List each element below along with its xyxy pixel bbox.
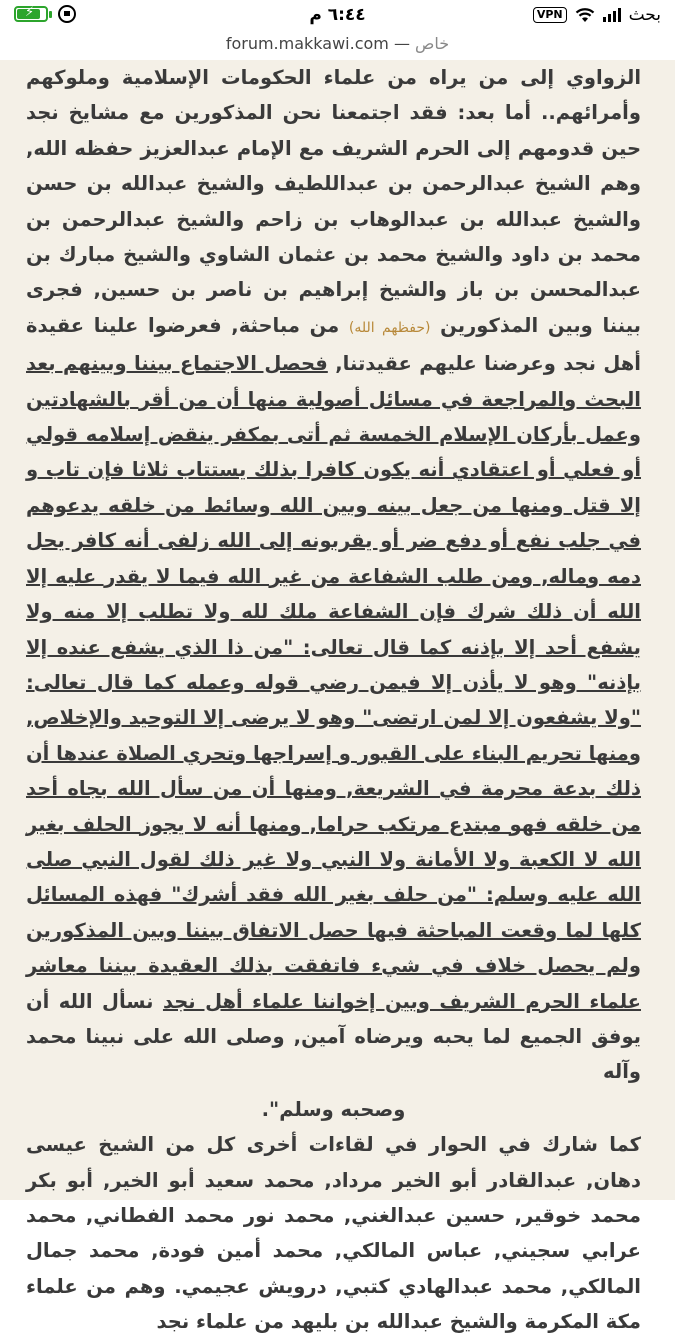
private-label: خاص <box>415 34 450 53</box>
signal-bar <box>618 8 621 22</box>
url-separator: — <box>388 34 416 53</box>
status-time: ٦:٤٤ م <box>309 5 366 25</box>
forum-post-page[interactable] <box>0 60 675 1334</box>
statement-closing: نسأل الله أن يوفق الجميع لما يحبه ويرضاه آمين, وصلى الله على نبينا محمد وآله <box>26 989 641 1084</box>
url-domain[interactable]: forum.makkawi.com <box>225 34 389 53</box>
honorific-glyph: (حفظهم الله) <box>348 319 431 336</box>
signal-bar <box>608 14 611 22</box>
carrier-label: بحث <box>628 5 661 25</box>
wifi-icon <box>575 7 595 23</box>
signal-icon <box>603 8 621 22</box>
url-bar[interactable] <box>0 30 675 60</box>
post-body <box>26 60 641 1340</box>
signal-bar <box>613 11 616 22</box>
charging-bolt-icon: ⚡ <box>25 5 35 20</box>
underlined-creed-text: فحصل الاجتماع بيننا وبينهم بعد البحث والمراجعة في مسائل أصولية منها أن من أقر بالشهادتين وعمل بأركان الإسلام الخمسة ثم أتى بمكفر ينقض إسلامه قولي أو فعلي أو اعتقادي أنه يكون كافرا بذلك يستتاب ثلاثا فإن تاب و إلا قتل ومنها من جعل بينه وبين الله وسائط من خلقه يدعوهم في جلب نفع أو دفع ضر أو يقربونه إلى الله زلفى أنه كافر يحل دمه وماله, ومن طلب الشفاعة من غير الله فيما لا يقدر عليه إلا الله أن ذلك شرك فإن الشفاعة ملك لله ولا تطلب إلا منه ولا يشفع أحد إلا بإذنه كما قال تعالى: "من ذا الذي يشفع عنده إلا بإذنه" وهو لا يأذن إلا فيمن رضي قوله وعمله كما قال تعالى: "ولا يشفعون إلا لمن ارتضى" وهو لا يرضى إلا التوحيد والإخلاص, ومنها تحريم البناء على القبور و إسراجها وتحري الصلاة عندها أن ذلك بدعة محرمة في الشريعة, ومنها أن من سأل الله بجاه أحد من خلقه فهو مبتدع مرتكب حراما, ومنها أنه لا يجوز الحلف بغير الله لا الكعبة ولا الأمانة ولا النبي ولا غير ذلك لقول النبي صلى الله عليه وسلم: "من حلف بغير الله فقد أشرك" فهذه المسائل كلها لما وقعت المباحثة فيها حصل الاتفاق بيننا وبين المذكورين ولم يحصل خلاف في شيء فاتفقت بذلك العقيدة بيننا معاشر علماء الحرم الشريف وبين إخواننا علماء أهل نجد <box>26 352 641 1013</box>
vpn-icon: VPN <box>533 7 567 23</box>
status-bar <box>0 0 675 30</box>
paragraph-participants: كما شارك في الحوار في لقاءات أخرى كل من الشيخ عيسى دهان, عبدالقادر أبو الخير مرداد, محمد سعيد أبو الخير, أبو بكر محمد خوقير, حسين عبدالغني, محمد نور محمد الفطاني, محمد عرابي سجيني, عباس المالكي, محمد أمين فودة, محمد جمال المالكي, محمد عبدالهادي كتبي, درويش عجيمي. وهم من علماء مكة المكرمة والشيخ عبدالله بن بليهد من علماء نجد <box>26 1133 641 1334</box>
paragraph-salutation: وصحبه وسلم". <box>261 1097 406 1121</box>
statement-intro: الزواوي إلى من يراه من علماء الحكومات الإسلامية وملوكهم وأمرائهم.. أما بعد: فقد اجتمعنا نحن المذكورين مع مشايخ نجد حين قدومهم إلى الحرم الشريف مع الإمام عبدالعزيز حفظه الله, وهم الشيخ عبدالرحمن بن عبداللطيف والشيخ عبدالله بن حسن والشيخ عبدالله بن عبدالوهاب بن زاحم والشيخ عبدالرحمن بن محمد بن داود والشيخ محمد بن عثمان الشاوي والشيخ مبارك بن عبدالمحسن بن باز والشيخ إبراهيم بن ناصر بن حسين, فجرى بيننا وبين المذكورين <box>26 66 641 337</box>
status-right <box>533 5 661 25</box>
signal-bar <box>603 17 606 22</box>
paragraph-statement <box>26 60 641 1090</box>
statement-debate: من مباحثة, فعرضوا علينا عقيدة أهل نجد وعرضنا عليهم عقيدتنا, <box>26 313 641 376</box>
